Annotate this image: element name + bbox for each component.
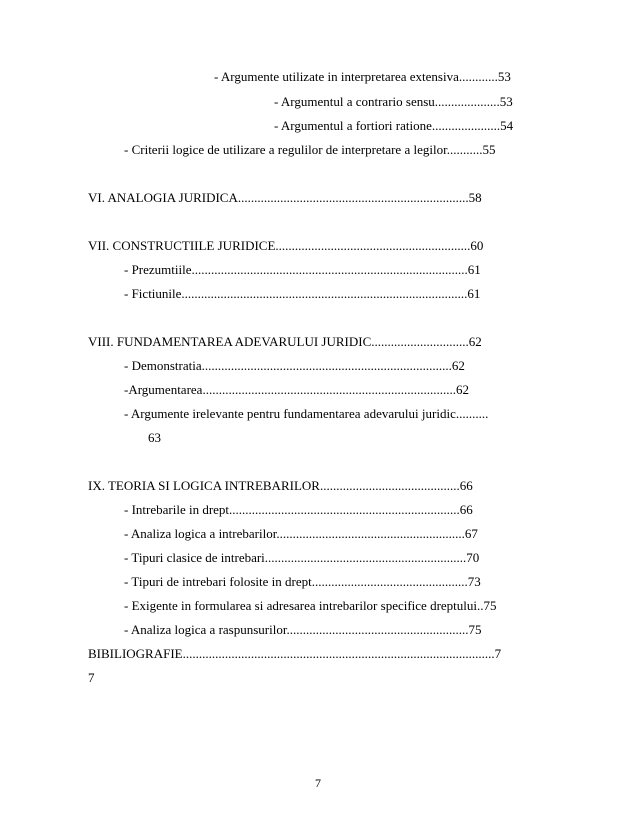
toc-entry: - Intrebarile in drept.......................................................................66 [124,502,473,517]
toc-chapter: IX. TEORIA SI LOGICA INTREBARILOR...........................................66 [88,478,473,493]
toc-entry: - Analiza logica a intrebarilor..........................................................67 [124,526,478,541]
toc-entry: - Tipuri clasice de intrebari..............................................................70 [124,550,480,565]
page-number: 7 [315,776,321,790]
toc-entry: - Argumente utilizate in interpretarea extensiva............53 [214,69,511,84]
toc-entry: - Criterii logice de utilizare a regulilor de interpretare a legilor...........55 [124,142,496,157]
toc-chapter: VI. ANALOGIA JURIDICA.......................................................................58 [88,190,482,205]
toc-chapter: VII. CONSTRUCTIILE JURIDICE............................................................60 [88,238,484,253]
toc-entry: - Analiza logica a raspunsurilor........................................................75 [124,622,482,637]
toc-entry: - Argumentul a fortiori ratione.....................54 [274,118,514,133]
toc-chapter: BIBILIOGRAFIE................................................................................................7 [88,646,502,661]
toc-chapter: VIII. FUNDAMENTAREA ADEVARULUI JURIDIC..............................62 [88,334,482,349]
toc-entry-continuation: 7 [88,670,95,685]
toc-entry: -Argumentarea..............................................................................62 [124,382,469,397]
toc-entry: - Tipuri de intrebari folosite in drept................................................73 [124,574,481,589]
toc-entry: - Argumente irelevante pentru fundamentarea adevarului juridic.......... [124,406,489,421]
toc-entry: - Demonstratia.............................................................................62 [124,358,465,373]
toc-entry: - Argumentul a contrario sensu....................53 [274,94,513,109]
toc-entry: - Exigente in formularea si adresarea intrebarilor specifice dreptului..75 [124,598,497,613]
toc-entry: - Prezumtiile.....................................................................................61 [124,262,481,277]
toc-entry: - Fictiunile........................................................................................61 [124,286,481,301]
toc-entry-continuation: 63 [148,430,161,445]
